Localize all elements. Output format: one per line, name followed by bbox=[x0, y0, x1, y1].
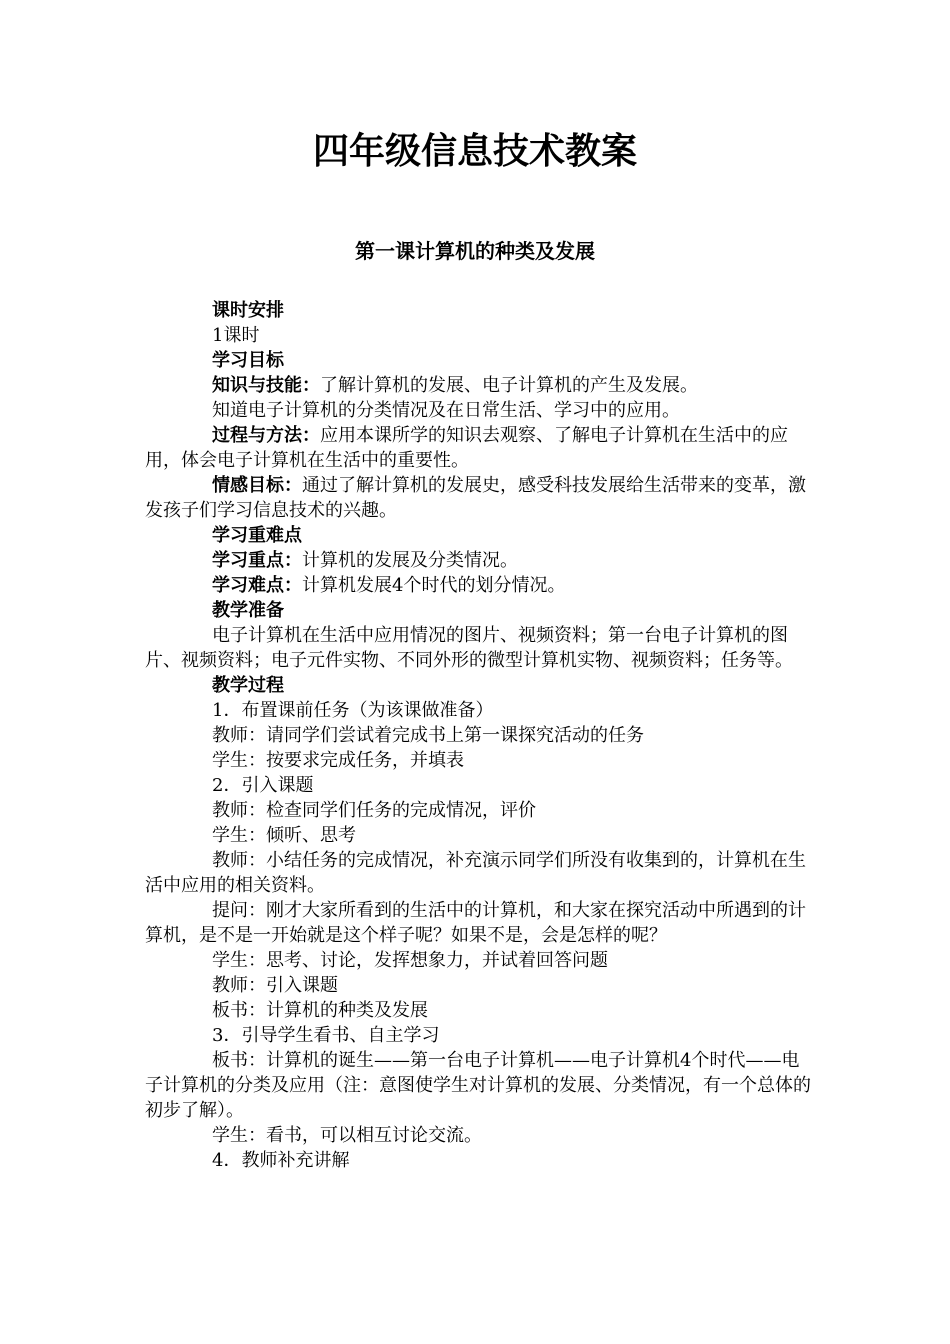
process-line: 学生：按要求完成任务，并填表 bbox=[212, 750, 464, 771]
schedule-value: 1课时 bbox=[212, 325, 260, 346]
process-line: 3．引导学生看书、自主学习 bbox=[212, 1025, 440, 1046]
lesson-title: 第一课计算机的种类及发展 bbox=[355, 239, 595, 263]
goal-process-label: 过程与方法： bbox=[212, 425, 320, 446]
goal-emotion-text: 通过了解计算机的发展史，感受科技发展给生活带来的变革，激发孩子们学习信息技术的兴趣。 bbox=[145, 475, 806, 521]
process-line: 2．引入课题 bbox=[212, 775, 314, 796]
difficult-point-text: 计算机发展4个时代的划分情况。 bbox=[302, 575, 566, 596]
key-point-text: 计算机的发展及分类情况。 bbox=[302, 550, 518, 571]
goal-process bbox=[145, 423, 813, 473]
section-heading-process: 教学过程 bbox=[212, 675, 284, 696]
difficult-point bbox=[145, 573, 813, 598]
prep-text: 电子计算机在生活中应用情况的图片、视频资料；第一台电子计算机的图片、视频资料；电子元件实物、不同外形的微型计算机实物、视频资料；任务等。 bbox=[145, 625, 793, 671]
process-line: 教师：引入课题 bbox=[212, 975, 338, 996]
process-line: 教师：请同学们尝试着完成书上第一课探究活动的任务 bbox=[212, 725, 644, 746]
goal-emotion bbox=[145, 473, 813, 523]
section-heading-keypoints: 学习重难点 bbox=[212, 525, 302, 546]
difficult-point-label: 学习难点： bbox=[212, 575, 302, 596]
key-point bbox=[145, 548, 813, 573]
goal-knowledge bbox=[145, 373, 813, 398]
document-body bbox=[145, 298, 813, 1173]
goal-process-text: 应用本课所学的知识去观察、了解电子计算机在生活中的应用，体会电子计算机在生活中的重要性。 bbox=[145, 425, 788, 471]
goal-emotion-label: 情感目标： bbox=[212, 475, 302, 496]
process-line: 学生：思考、讨论，发挥想象力，并试着回答问题 bbox=[212, 950, 608, 971]
process-line: 1．布置课前任务（为该课做准备） bbox=[212, 700, 494, 721]
process-line: 学生：倾听、思考 bbox=[212, 825, 356, 846]
process-line: 教师：检查同学们任务的完成情况，评价 bbox=[212, 800, 536, 821]
process-line: 学生：看书，可以相互讨论交流。 bbox=[212, 1125, 482, 1146]
section-heading-prep: 教学准备 bbox=[212, 600, 284, 621]
process-line: 板书：计算机的诞生——第一台电子计算机——电子计算机4个时代——电子计算机的分类及应用（注：意图使学生对计算机的发展、分类情况，有一个总体的初步了解）。 bbox=[145, 1050, 811, 1121]
goal-knowledge-extra: 知道电子计算机的分类情况及在日常生活、学习中的应用。 bbox=[212, 400, 680, 421]
section-heading-goals: 学习目标 bbox=[212, 350, 284, 371]
process-line: 教师：小结任务的完成情况，补充演示同学们所没有收集到的，计算机在生活中应用的相关资料。 bbox=[145, 850, 806, 896]
document-title: 四年级信息技术教案 bbox=[312, 131, 637, 172]
goal-knowledge-text: 了解计算机的发展、电子计算机的产生及发展。 bbox=[320, 375, 698, 396]
goal-knowledge-label: 知识与技能： bbox=[212, 375, 320, 396]
process-line: 板书：计算机的种类及发展 bbox=[212, 1000, 428, 1021]
process-line: 提问：刚才大家所看到的生活中的计算机，和大家在探究活动中所遇到的计算机，是不是一开始就是这个样子呢？如果不是，会是怎样的呢？ bbox=[145, 900, 806, 946]
section-heading-schedule: 课时安排 bbox=[212, 300, 284, 321]
process-line: 4．教师补充讲解 bbox=[212, 1150, 350, 1171]
key-point-label: 学习重点： bbox=[212, 550, 302, 571]
